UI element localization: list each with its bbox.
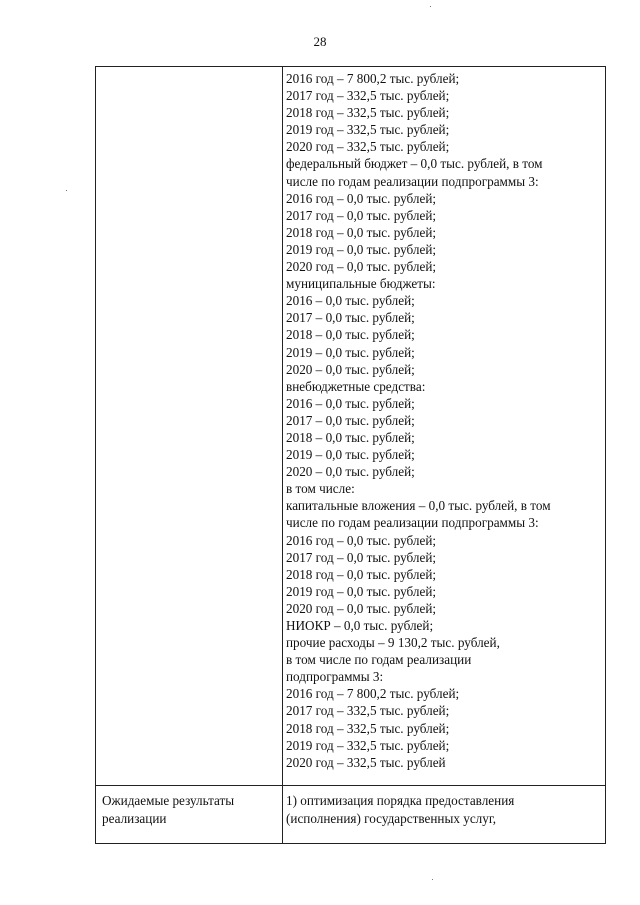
scan-speck <box>432 879 433 880</box>
financing-line: 2018 год – 0,0 тыс. рублей; <box>286 224 437 240</box>
financing-line: 2017 год – 332,5 тыс. рублей; <box>286 703 450 719</box>
financing-line: 2016 год – 0,0 тыс. рублей; <box>286 532 437 548</box>
financing-line: 2018 год – 0,0 тыс. рублей; <box>286 566 437 582</box>
financing-line: 2017 год – 0,0 тыс. рублей; <box>286 207 437 223</box>
column-divider <box>282 67 283 843</box>
passport-table <box>95 66 606 844</box>
row-divider <box>96 785 605 786</box>
expected-results-value <box>286 792 604 827</box>
financing-line: НИОКР – 0,0 тыс. рублей; <box>286 618 434 633</box>
financing-line: федеральный бюджет – 0,0 тыс. рублей, в том <box>286 156 543 172</box>
financing-line: 2019 год – 332,5 тыс. рублей; <box>286 122 450 138</box>
financing-line: подпрограммы 3: <box>286 669 384 685</box>
page-number: 28 <box>313 34 327 49</box>
financing-line: 2019 год – 0,0 тыс. рублей; <box>286 241 437 257</box>
financing-line: в том числе по годам реализации <box>286 652 472 668</box>
financing-line: 2019 год – 0,0 тыс. рублей; <box>286 583 437 599</box>
financing-line: 2020 год – 332,5 тыс. рублей <box>286 754 446 770</box>
financing-line: 2017 – 0,0 тыс. рублей; <box>286 310 415 326</box>
financing-line: в том числе: <box>286 481 355 497</box>
financing-line: 2018 год – 332,5 тыс. рублей; <box>286 720 450 736</box>
financing-line: прочие расходы – 9 130,2 тыс. рублей, <box>286 635 500 651</box>
expected-results-label <box>102 792 280 827</box>
financing-line: 2018 – 0,0 тыс. рублей; <box>286 327 415 343</box>
financing-line: 2017 – 0,0 тыс. рублей; <box>286 412 415 428</box>
financing-line: 2020 год – 332,5 тыс. рублей; <box>286 139 450 155</box>
value-line: 1) оптимизация порядка предоставления <box>286 793 515 808</box>
financing-line: 2019 год – 332,5 тыс. рублей; <box>286 737 450 753</box>
financing-line: 2017 год – 332,5 тыс. рублей; <box>286 88 450 104</box>
label-line: реализации <box>102 810 167 826</box>
financing-line: 2016 год – 7 800,2 тыс. рублей; <box>286 71 460 86</box>
financing-line: числе по годам реализации подпрограммы 3: <box>286 173 539 189</box>
financing-line: 2018 – 0,0 тыс. рублей; <box>286 429 415 445</box>
financing-line: внебюджетные средства: <box>286 378 426 394</box>
label-line: Ожидаемые результаты <box>102 793 235 808</box>
financing-cell <box>286 70 604 771</box>
scan-speck <box>430 6 431 7</box>
value-line: (исполнения) государственных услуг, <box>286 810 497 826</box>
financing-line: 2016 год – 0,0 тыс. рублей; <box>286 190 437 206</box>
financing-line: 2020 – 0,0 тыс. рублей; <box>286 464 415 480</box>
financing-line: 2017 год – 0,0 тыс. рублей; <box>286 549 437 565</box>
financing-line: 2019 – 0,0 тыс. рублей; <box>286 447 415 463</box>
financing-line: 2020 год – 0,0 тыс. рублей; <box>286 600 437 616</box>
financing-line: муниципальные бюджеты: <box>286 276 436 292</box>
financing-line: 2018 год – 332,5 тыс. рублей; <box>286 105 450 121</box>
financing-line: числе по годам реализации подпрограммы 3: <box>286 515 539 531</box>
financing-line: 2020 – 0,0 тыс. рублей; <box>286 361 415 377</box>
financing-line: 2016 – 0,0 тыс. рублей; <box>286 395 415 411</box>
scan-speck <box>66 190 67 191</box>
financing-line: 2019 – 0,0 тыс. рублей; <box>286 344 415 360</box>
financing-line: 2020 год – 0,0 тыс. рублей; <box>286 259 437 275</box>
financing-line: 2016 – 0,0 тыс. рублей; <box>286 293 415 309</box>
financing-line: 2016 год – 7 800,2 тыс. рублей; <box>286 686 460 702</box>
financing-line: капитальные вложения – 0,0 тыс. рублей, в том <box>286 498 551 514</box>
